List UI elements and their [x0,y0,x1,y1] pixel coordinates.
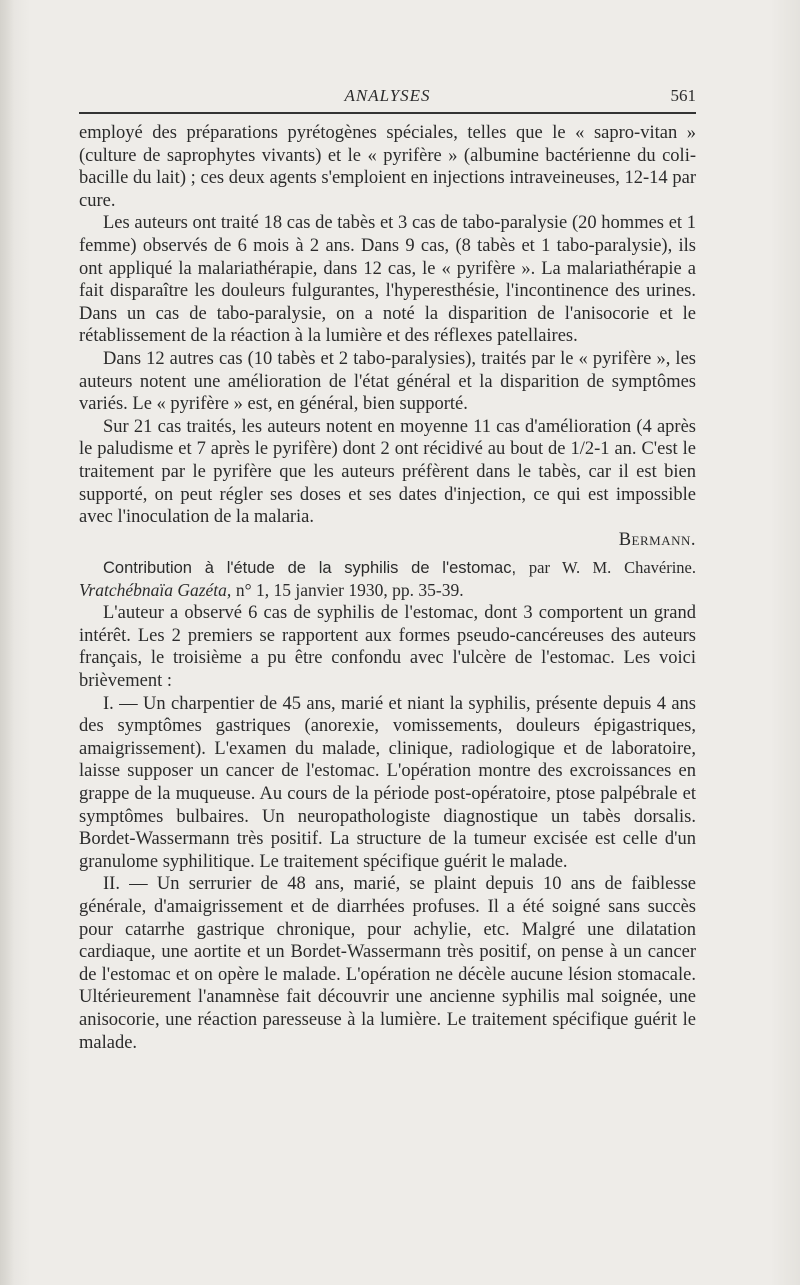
signature: Bermann. [618,529,696,550]
running-title: ANALYSES [344,86,431,105]
paragraph: L'auteur a observé 6 cas de syphilis de l'estomac, dont 3 comportent un grand intérêt. Les 2 premiers se rapportent aux formes pseudo-cancéreuses des auteurs français, le troisième a pu être confondu avec l'ulcère de l'estomac. Les voici brièvement : [79,603,696,692]
page-edge-shadow [0,0,14,1285]
article-heading [79,557,696,602]
article-author: Chavérine. [624,558,696,578]
paragraph: II. — Un serrurier de 48 ans, marié, se plaint depuis 10 ans de faiblesse générale, d'amaigrissement et de diarrhées profuses. Il a été soigné sans succès pour catarrhe gastrique chronique, pour achylie, etc. Malgré une dilatation cardiaque, une aortite et un Bordet-Wassermann très positif, on pense à un cancer de l'estomac et on opère le malade. L'opération ne décèle aucune lésion stomacale. Ultérieurement l'anamnèse fait découvrir une ancienne syphilis mal soignée, une anisocorie, une réaction paresseuse à la lumière. Le traitement spécifique guérit le malade. [79,874,696,1053]
paragraph: Dans 12 autres cas (10 tabès et 2 tabo-paralysies), traités par le « pyrifère », les auteurs notent une amélioration de l'état général et la disparition de symptômes variés. Le « pyrifère » est, en général, bien supporté. [79,348,696,415]
paragraph: Sur 21 cas traités, les auteurs notent en moyenne 11 cas d'amélioration (4 après le paludisme et 7 après le pyrifère) dont 2 ont récidivé au bout de 1/2-1 an. C'est le traitement par le pyrifère que les auteurs préfèrent dans le tabès, car il est bien supporté, on peut régler ses doses et ses dates d'injection, ce qui est impossible avec l'inoculation de la malaria. [79,416,696,528]
page-number: 561 [670,86,696,105]
article-details: n° 1, 15 janvier 1930, pp. 35-39. [235,580,464,601]
paragraph: Les auteurs ont traité 18 cas de tabès et 3 cas de tabo-paralysie (20 hommes et 1 femme) observés de 6 mois à 2 ans. Dans 9 cas, (8 tabès et 1 tabo-paralysie), ils ont appliqué la malariathérapie, dans 12 cas, le « pyrifère ». La malariathérapie a fait disparaître les douleurs fulgurantes, l'hyperesthésie, l'incontinence des urines. Dans un cas de tabo-paralysie, on a noté la disparition de l'anisocorie et le rétablissement de la réaction à la lumière et des réflexes patellaires. [79,213,696,347]
article-heading-line [79,557,696,602]
article-title: Contribution à l'étude de la syphilis de l'estomac, [103,559,517,578]
article-journal: Vratchébnaïa Gazéta, [79,580,232,601]
article-by: par W. M. [528,558,612,578]
paragraph: I. — Un charpentier de 45 ans, marié et niant la syphilis, présente depuis 4 ans des symptômes gastriques (anorexie, vomissements, douleurs épigastriques, amaigrissement). L'examen du malade, clinique, radiologique et de laboratoire, laisse supposer un cancer de l'estomac. L'opération montre des excroissances en grappe de la muqueuse. Au cours de la période post-opératoire, ptose palpébrale et symptômes bulbaires. Un neuropathologiste diagnostique un tabès dorsalis. Bordet-Wassermann très positif. La structure de la tumeur excisée est celle d'un granulome syphilitique. Le traitement spécifique guérit le malade. [79,693,696,872]
header-rule [79,112,696,114]
paragraph: employé des préparations pyrétogènes spéciales, telles que le « sapro-vitan » (culture de saprophytes vivants) et le « pyrifère » (albumine bactérienne du coli-bacille du lait) ; ces deux agents s'emploient en injections intraveineuses, 12-14 par cure. [79,123,696,211]
body-text [79,122,696,1054]
page-header [79,86,696,110]
